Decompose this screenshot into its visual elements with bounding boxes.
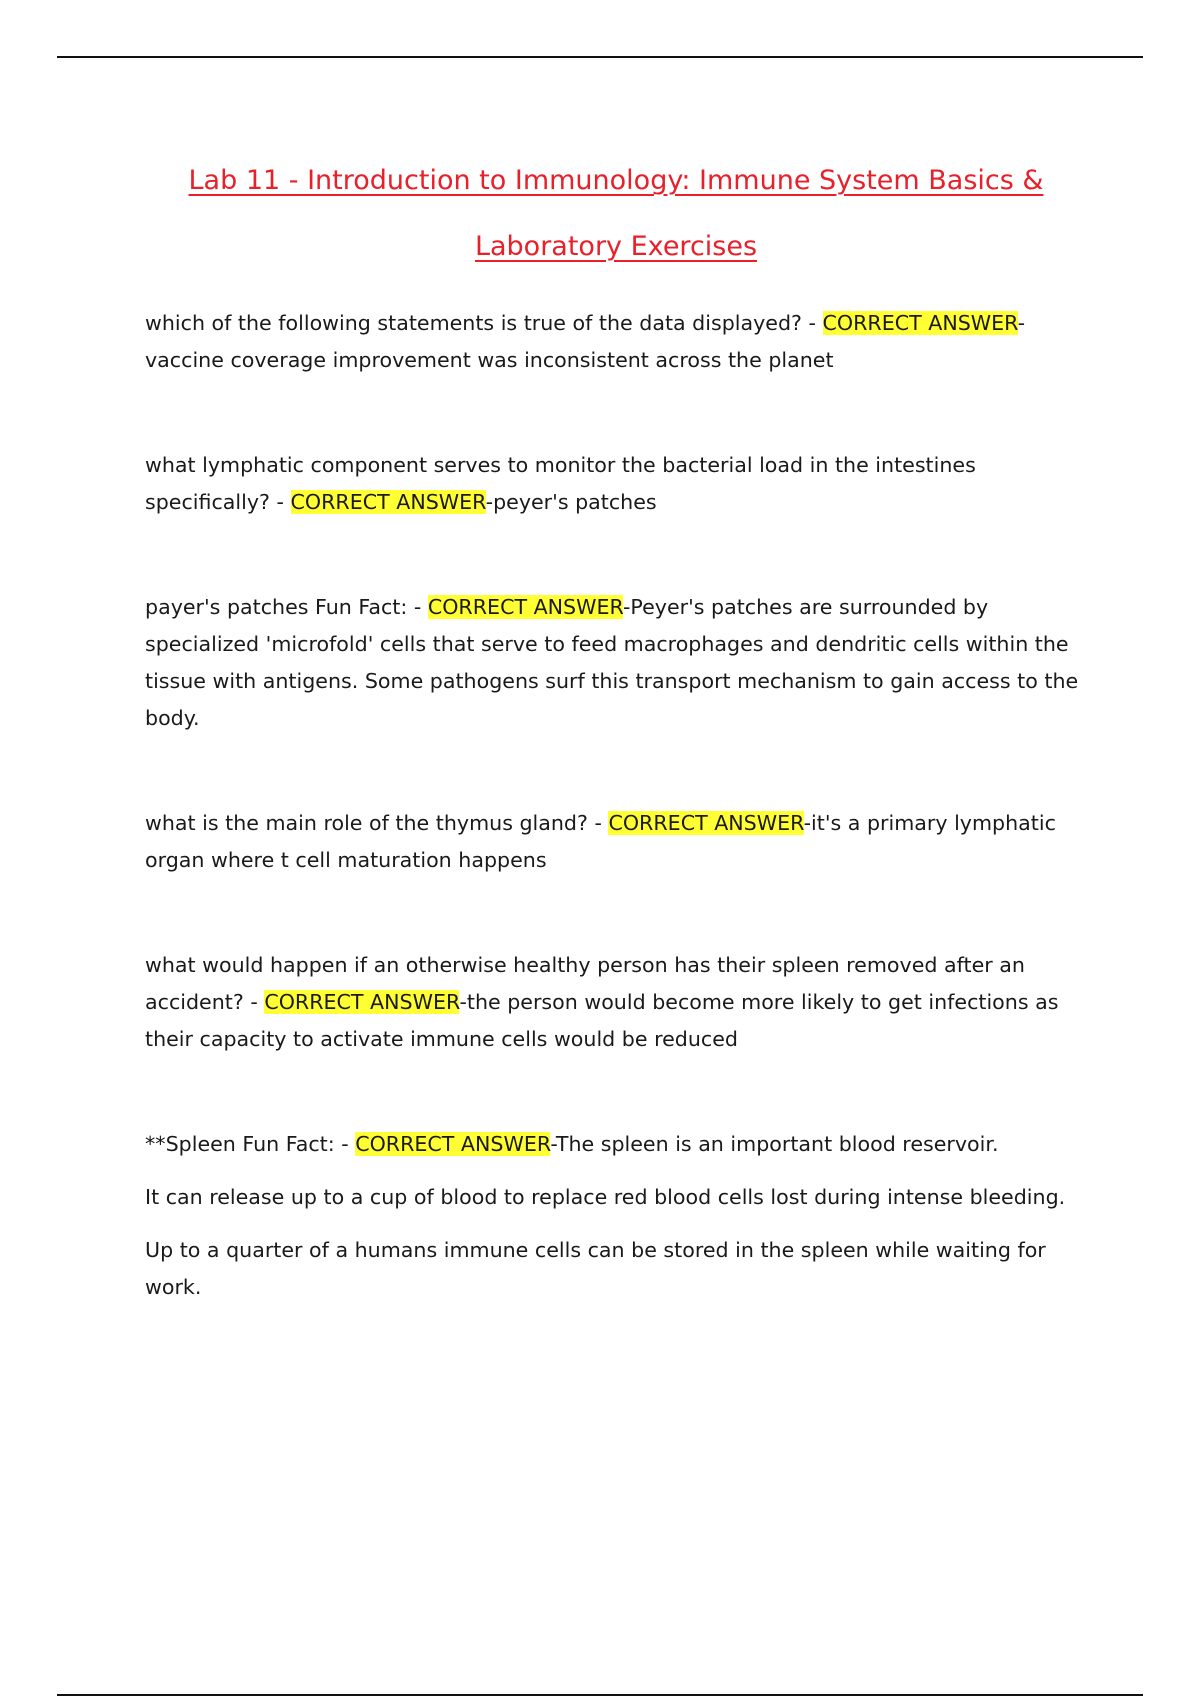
question-text: what would happen if an otherwise healthy person has their spleen removed after an accident? - bbox=[145, 953, 1025, 1014]
answer-text: -Peyer's patches are surrounded by specialized 'microfold' cells that serve to feed macrophages and dendritic cells within the tissue with antigens. Some pathogens surf this transport mechanism to gain access to the body. bbox=[145, 595, 1079, 730]
document-title bbox=[145, 148, 1087, 280]
question-text: which of the following statements is true of the data displayed? - bbox=[145, 311, 823, 335]
qa-item-2 bbox=[145, 447, 1095, 521]
qa-item-4 bbox=[145, 805, 1095, 879]
answer-text: -the person would become more likely to get infections as their capacity to activate immune cells would be reduced bbox=[145, 990, 1059, 1051]
question-text: payer's patches Fun Fact: - bbox=[145, 595, 428, 619]
correct-answer-marker: CORRECT ANSWER bbox=[290, 490, 486, 514]
correct-answer-marker: CORRECT ANSWER bbox=[608, 811, 804, 835]
top-rule bbox=[57, 56, 1143, 58]
qa-list bbox=[145, 305, 1095, 1306]
correct-answer-marker: CORRECT ANSWER bbox=[427, 595, 623, 619]
question-text: what is the main role of the thymus gland? - bbox=[145, 811, 609, 835]
correct-answer-marker: CORRECT ANSWER bbox=[822, 311, 1018, 335]
spleen-extra-1: It can release up to a cup of blood to replace red blood cells lost during intense bleeding. bbox=[145, 1185, 1066, 1209]
qa-item-3 bbox=[145, 589, 1095, 737]
title-line-1: Lab 11 - Introduction to Immunology: Immune System Basics & bbox=[188, 165, 1044, 196]
answer-text: -peyer's patches bbox=[485, 490, 657, 514]
answer-text: -vaccine coverage improvement was inconsistent across the planet bbox=[145, 311, 1026, 372]
title-line-2: Laboratory Exercises bbox=[474, 231, 758, 262]
qa-item-5 bbox=[145, 947, 1095, 1058]
qa-item-6 bbox=[145, 1126, 1095, 1163]
answer-text: -The spleen is an important blood reservoir. bbox=[550, 1132, 999, 1156]
correct-answer-marker: CORRECT ANSWER bbox=[355, 1132, 551, 1156]
qa-item-1 bbox=[145, 305, 1095, 379]
bottom-rule bbox=[57, 1694, 1143, 1696]
question-text: **Spleen Fun Fact: - bbox=[145, 1132, 356, 1156]
correct-answer-marker: CORRECT ANSWER bbox=[264, 990, 460, 1014]
spleen-extra-2: Up to a quarter of a humans immune cells can be stored in the spleen while waiting for work. bbox=[145, 1238, 1046, 1299]
question-text: what lymphatic component serves to monitor the bacterial load in the intestines specifically? - bbox=[145, 453, 976, 514]
answer-text: -it's a primary lymphatic organ where t cell maturation happens bbox=[145, 811, 1056, 872]
